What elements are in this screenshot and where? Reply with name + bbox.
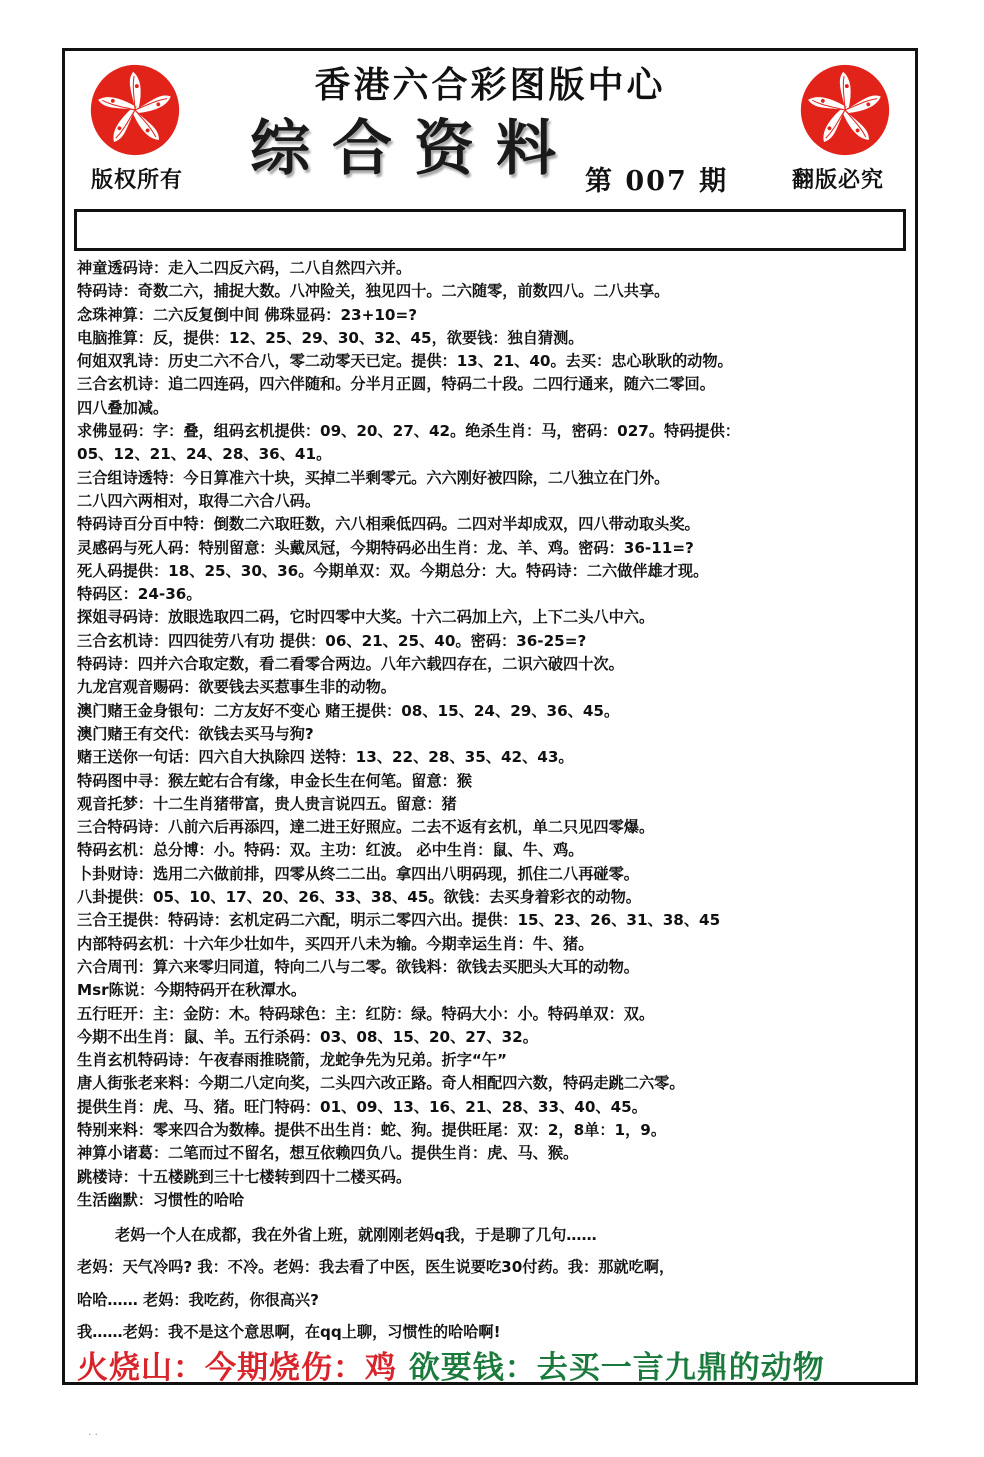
content-line: 九龙宫观音赐码：欲要钱去买惹事生非的动物。 [77,678,396,697]
banner-red-text: 火烧山：今期烧伤：鸡 [77,1350,397,1387]
empty-banner-box [74,209,906,251]
content-line: 澳门赌王有交代：欲钱去买马与狗? [77,724,314,743]
content-line: 特码玄机：总分博：小。特码：双。主功：红波。 必中生肖：鼠、牛、鸡。 [77,841,584,860]
scan-artifact: ·· [88,1428,101,1441]
content-line: 电脑推算：反，提供：12、25、29、30、32、45，欲要钱：独自猜测。 [77,328,584,347]
content-line: 特码诗百分百中特：倒数二六取旺数，六八相乘低四码。二四对半却成双，四八带动取头奖。 [77,515,700,534]
content-line: 特码图中寻：猴左蛇右合有缘，申金长生在何笔。留意：猴 [77,771,472,790]
content-line: 二八四六两相对，取得二六合八码。 [77,491,320,510]
copyright-notice-right: 翻版必究 [791,167,884,193]
content-line: 念珠神算：二六反复倒中间 佛珠显码：23+10=? [77,305,418,324]
content-line: 提供生肖：虎、马、猪。旺门特码：01、09、13、16、21、28、33、40、45。 [77,1097,647,1116]
joke-line: 哈哈…… 老妈：我吃药，你很高兴? [77,1290,319,1309]
poster-page [62,48,918,1385]
content-line: 六合周刊：算六来零归同道，特向二八与二零。欲钱料：欲钱去买肥头大耳的动物。 [77,957,639,976]
content-line: 三合王提供：特码诗：玄机定码二六配，明示二零四六出。提供：15、23、26、31、38、45 [77,911,721,930]
content-line: 澳门赌王金身银句：二方友好不变心 赌王提供：08、15、24、29、36、45。 [77,701,620,720]
content-line: 内部特码玄机：十六年少壮如牛，买四开八未为输。今期幸运生肖：牛、猪。 [77,934,594,953]
content-line: 特码诗：四并六合取定数，看二看零合两边。八年六载四存在，二识六破四十次。 [77,655,624,674]
copyright-notice-left: 版权所有 [90,167,183,193]
bottom-banner [77,1348,905,1388]
content-line: 05、12、21、24、28、36、41。 [77,445,332,464]
joke-line: 老妈：天气冷吗? 我：不冷。老妈：我去看了中医，医生说要吃30付药。我：那就吃啊， [77,1258,675,1277]
content-line: 卜卦财诗：选用二六做前排，四零从终二二出。拿四出八明码现，抓住二八再碰零。 [77,864,639,883]
joke-line: 我……老妈：我不是这个意思啊，在qq上聊，习惯性的哈哈啊! [77,1323,501,1342]
banner-green-text: 欲要钱：去买一言九鼎的动物 [408,1350,825,1387]
content-line: 八卦提供：05、10、17、20、26、33、38、45。欲钱：去买身着彩衣的动物。 [77,888,641,907]
content-line: 特码诗：奇数二六，捕捉大数。八冲险关，独见四十。二六随零，前数四八。二八共享。 [77,282,670,301]
content-line: 生肖玄机特码诗：午夜春雨推晓箭，龙蛇争先为兄弟。折字“午” [77,1051,508,1070]
content-line: 四八叠加减。 [77,398,169,417]
content-line: 三合特码诗：八前六后再添四，達二进王好照应。二去不返有玄机，单二只见四零爆。 [77,818,655,837]
content-line: 何姐双乳诗：历史二六不合八，零二动零天已定。提供：13、21、40。去买：忠心耿耿的动物。 [77,352,733,371]
content-line: 唐人街张老来料：今期二八定向奖，二头四六改正路。奇人相配四六数，特码走跳二六零。 [77,1074,685,1093]
content-line: 神算小诸葛：二笔而过不留名，想互依赖四负八。提供生肖：虎、马、猴。 [77,1144,579,1163]
issue-number: 第 007 期 [585,166,729,197]
content-line: 灵感码与死人码：特别留意：头戴凤冠，今期特码必出生肖：龙、羊、鸡。密码：36-11=? [77,538,694,557]
content-line: 探姐寻码诗：放眼选取四二码，它时四零中大奖。十六二码加上六，上下二头八中六。 [77,608,655,627]
content-line: 五行旺开：主：金防：木。特码球色：主：红防：绿。特码大小：小。特码单双：双。 [77,1004,655,1023]
content-line: 求佛显码：字：叠，组码玄机提供：09、20、27、42。绝杀生肖：马，密码：027。特码提供： [77,422,740,441]
joke-line: 老妈一个人在成都，我在外省上班，就刚刚老妈q我，于是聊了几句…… [115,1226,597,1245]
content-line: 观音托梦：十二生肖猪带富，贵人贵言说四五。留意：猪 [77,794,457,813]
content-line: 跳楼诗：十五楼跳到三十七楼转到四十二楼买码。 [77,1167,412,1186]
poster-header [65,51,915,201]
page-title: 香港六合彩图版中心 [314,64,666,106]
content-line: 特别来料：零来四合为数棒。提供不出生肖：蛇、狗。提供旺尾：双：2，8单：1，9。 [77,1120,667,1139]
content-line: 今期不出生肖：鼠、羊。五行杀码：03、08、15、20、27、32。 [77,1027,538,1046]
content-line: 赌王送你一句话：四六自大执除四 送特：13、22、28、35、42、43。 [77,748,574,767]
content-line: Msr陈说：今期特码开在秋潭水。 [77,981,307,1000]
content-line: 神童透码诗：走入二四反六码，二八自然四六并。 [77,259,412,277]
content-line: 三合玄机诗：追二四连码，四六伴随和。分半月正圆，特码二十段。二四行通来，随六二零回。 [77,375,715,394]
content-line: 特码区：24-36。 [77,585,202,604]
content-line: 三合玄机诗：四四徒劳八有功 提供：06、21、25、40。密码：36-25=? [77,631,587,650]
content-line: 三合组诗透特：今日算准六十块，买掉二半剩零元。六六刚好被四除，二八独立在门外。 [77,468,670,487]
content-line: 死人码提供：18、25、30、36。今期单双：双。今期总分：大。特码诗：二六做伴雄才现。 [77,561,709,580]
content-body [65,251,915,1344]
page-subtitle: 综合资料 [250,114,578,184]
content-line: 生活幽默：习惯性的哈哈 [77,1190,245,1209]
